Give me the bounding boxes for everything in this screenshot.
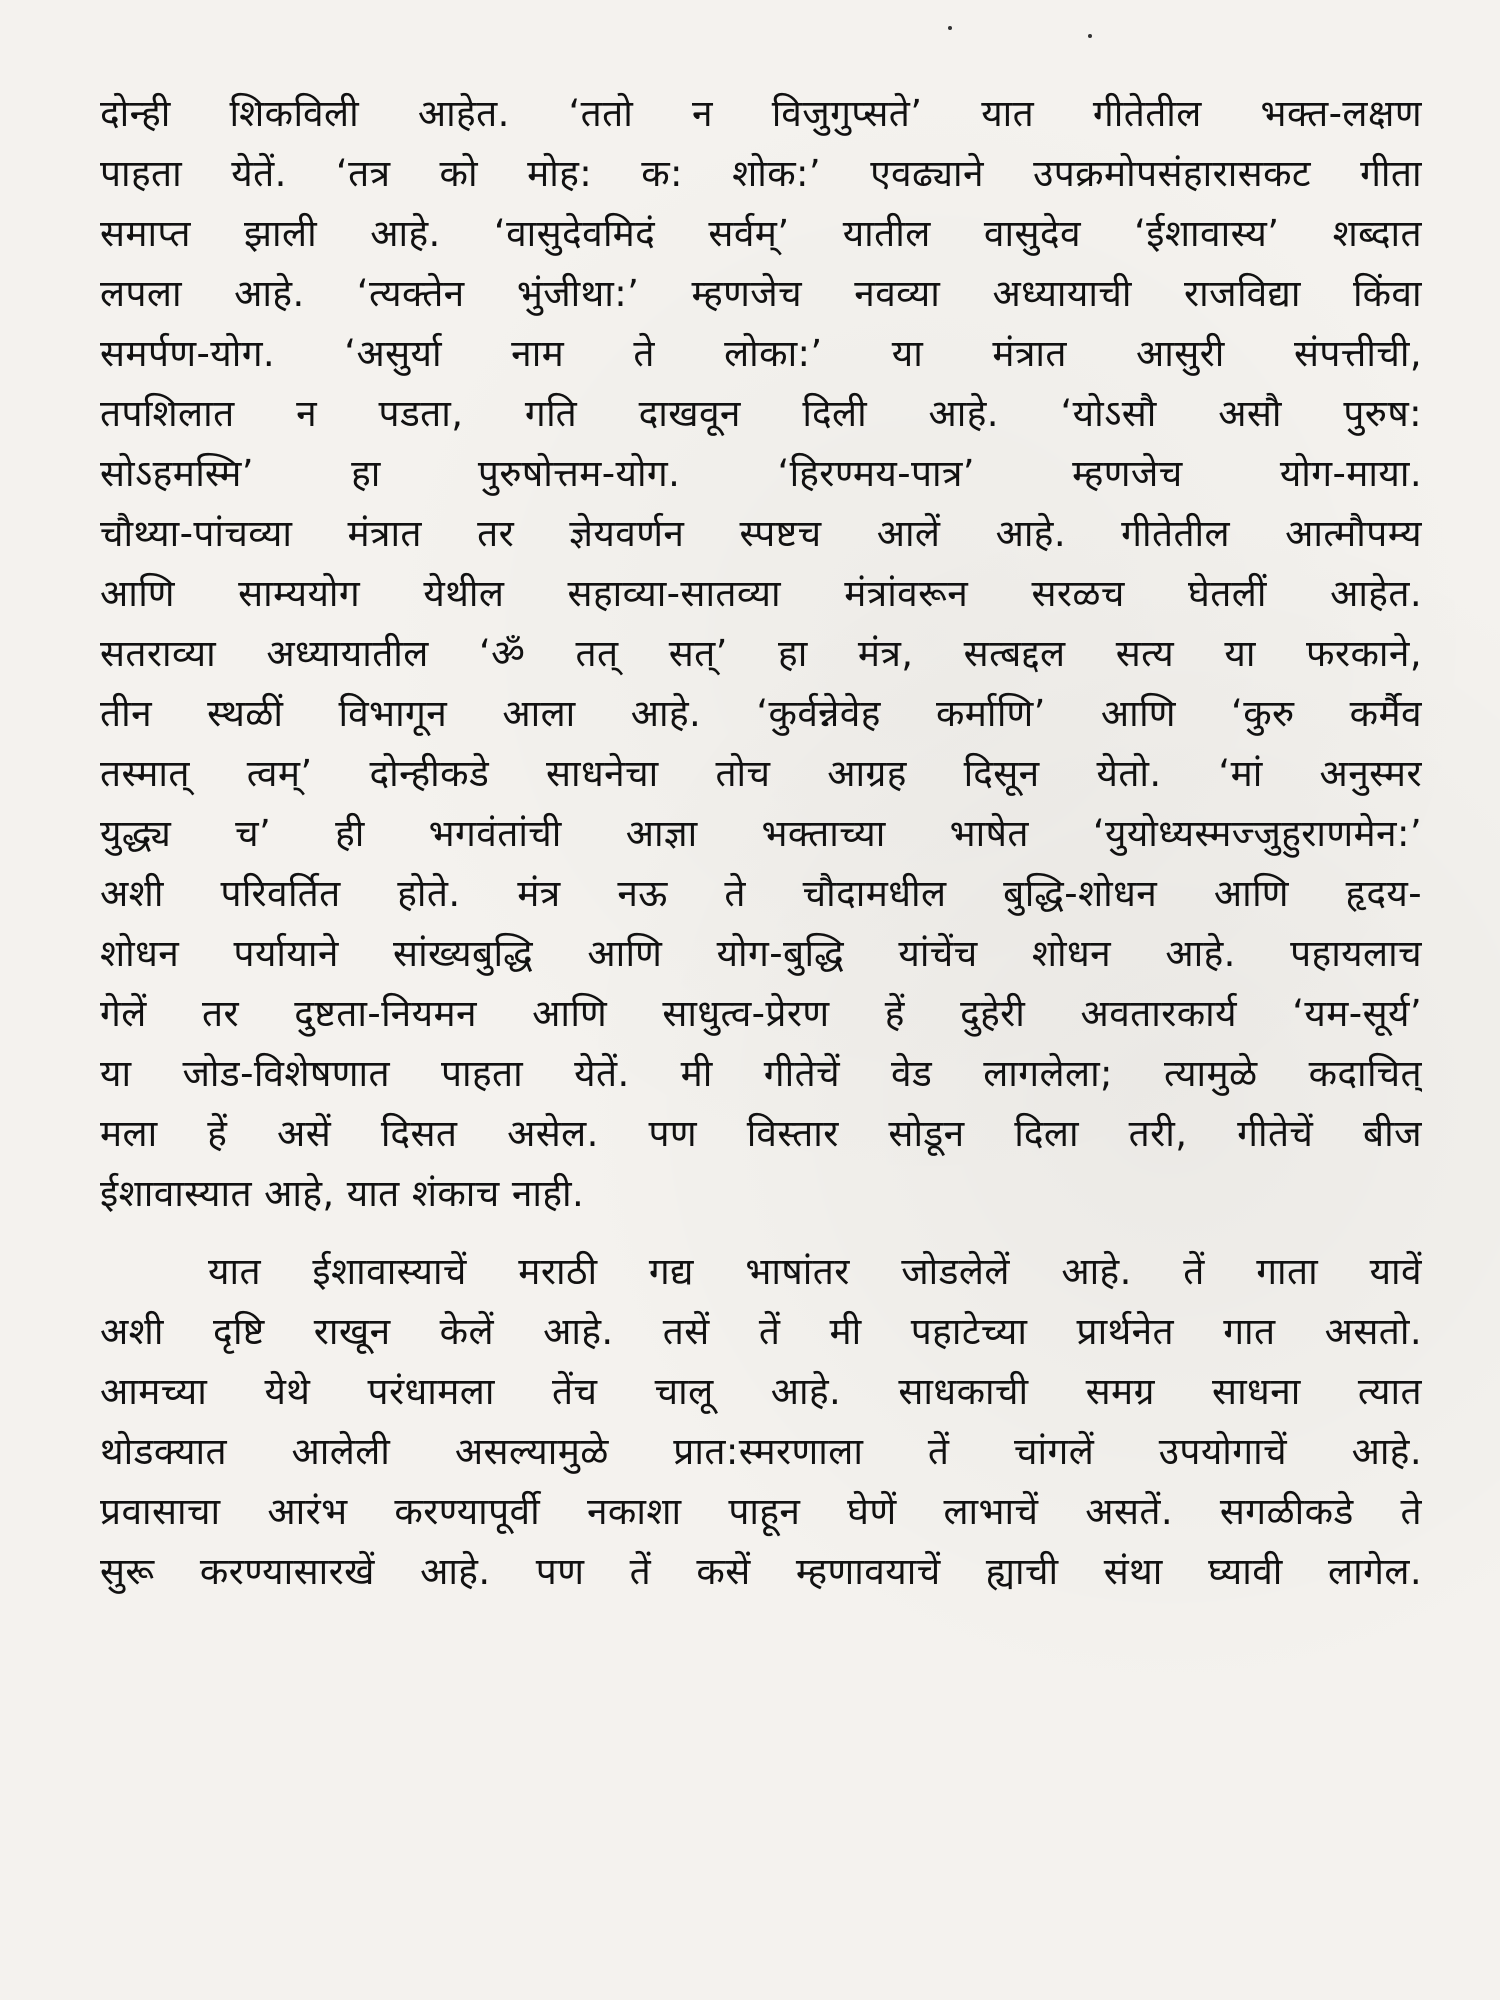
text-line: या जोड-विशेषणात पाहता येतें. मी गीतेचें वेड लागलेला; त्यामुळे कदाचित् <box>100 1052 1422 1095</box>
text-line: तपशिलात न पडता, गति दाखवून दिली आहे. ‘योऽसौ असौ पुरुष: <box>100 392 1422 435</box>
paragraph-gap <box>100 1224 1422 1242</box>
scan-speck <box>948 26 952 30</box>
text-line: आमच्या येथे परंधामला तेंच चालू आहे. साधकाची समग्र साधना त्यात <box>100 1370 1422 1413</box>
text-line: तस्मात् त्वम्’ दोन्हीकडे साधनेचा तोच आग्रह दिसून येतो. ‘मां अनुस्मर <box>100 752 1422 795</box>
text-line: यात ईशावास्याचें मराठी गद्य भाषांतर जोडलेलें आहे. तें गाता यावें <box>208 1250 1422 1293</box>
text-line: दोन्ही शिकविली आहेत. ‘ततो न विजुगुप्सते’ यात गीतेतील भक्त-लक्षण <box>100 92 1422 135</box>
text-line: अशी परिवर्तित होते. मंत्र नऊ ते चौदामधील बुद्धि-शोधन आणि हृदय- <box>100 872 1422 915</box>
text-line: प्रवासाचा आरंभ करण्यापूर्वी नकाशा पाहून घेणें लाभाचें असतें. सगळीकडे ते <box>100 1490 1422 1533</box>
text-line: अशी दृष्टि राखून केलें आहे. तसें तें मी पहाटेच्या प्रार्थनेत गात असतो. <box>100 1310 1422 1353</box>
text-line: तीन स्थळीं विभागून आला आहे. ‘कुर्वन्नेवेह कर्माणि’ आणि ‘कुरु कर्मैव <box>100 692 1422 735</box>
body-text <box>100 84 1422 1602</box>
text-line: थोडक्यात आलेली असल्यामुळे प्रात:स्मरणाला तें चांगलें उपयोगाचें आहे. <box>100 1430 1422 1473</box>
text-line: सोऽहमस्मि’ हा पुरुषोत्तम-योग. ‘हिरण्मय-पात्र’ म्हणजेच योग-माया. <box>100 452 1422 495</box>
text-line: ईशावास्यात आहे, यात शंकाच नाही. <box>100 1172 585 1215</box>
paragraph-2 <box>100 1242 1422 1602</box>
paragraph-1 <box>100 84 1422 1224</box>
text-line: समाप्त झाली आहे. ‘वासुदेवमिदं सर्वम्’ यातील वासुदेव ‘ईशावास्य’ शब्दात <box>100 212 1422 255</box>
text-line: मला हें असें दिसत असेल. पण विस्तार सोडून दिला तरी, गीतेचें बीज <box>100 1112 1422 1155</box>
text-line: सुरू करण्यासारखें आहे. पण तें कसें म्हणावयाचें ह्याची संथा घ्यावी लागेल. <box>100 1550 1422 1593</box>
text-line: युद्ध्य च’ ही भगवंतांची आज्ञा भक्ताच्या भाषेत ‘युयोध्यस्मज्जुहुराणमेन:’ <box>100 812 1422 855</box>
text-line: आणि साम्ययोग येथील सहाव्या-सातव्या मंत्रांवरून सरळच घेतलीं आहेत. <box>100 572 1422 615</box>
text-line: सतराव्या अध्यायातील ‘ॐ तत् सत्’ हा मंत्र, सत्बद्दल सत्य या फरकाने, <box>100 632 1422 675</box>
text-line: पाहता येतें. ‘तत्र को मोह: क: शोक:’ एवढ्याने उपक्रमोपसंहारासकट गीता <box>100 152 1422 195</box>
text-line: लपला आहे. ‘त्यक्तेन भुंजीथा:’ म्हणजेच नवव्या अध्यायाची राजविद्या किंवा <box>100 272 1422 315</box>
scan-speck <box>1088 34 1092 38</box>
text-line: समर्पण-योग. ‘असुर्या नाम ते लोका:’ या मंत्रात आसुरी संपत्तीची, <box>100 332 1422 375</box>
text-line: चौथ्या-पांचव्या मंत्रात तर ज्ञेयवर्णन स्पष्टच आलें आहे. गीतेतील आत्मौपम्य <box>100 512 1422 555</box>
text-line: गेलें तर दुष्टता-नियमन आणि साधुत्व-प्रेरण हें दुहेरी अवतारकार्य ‘यम-सूर्य’ <box>100 992 1422 1035</box>
text-line: शोधन पर्यायाने सांख्यबुद्धि आणि योग-बुद्धि यांचेंच शोधन आहे. पहायलाच <box>100 932 1422 975</box>
